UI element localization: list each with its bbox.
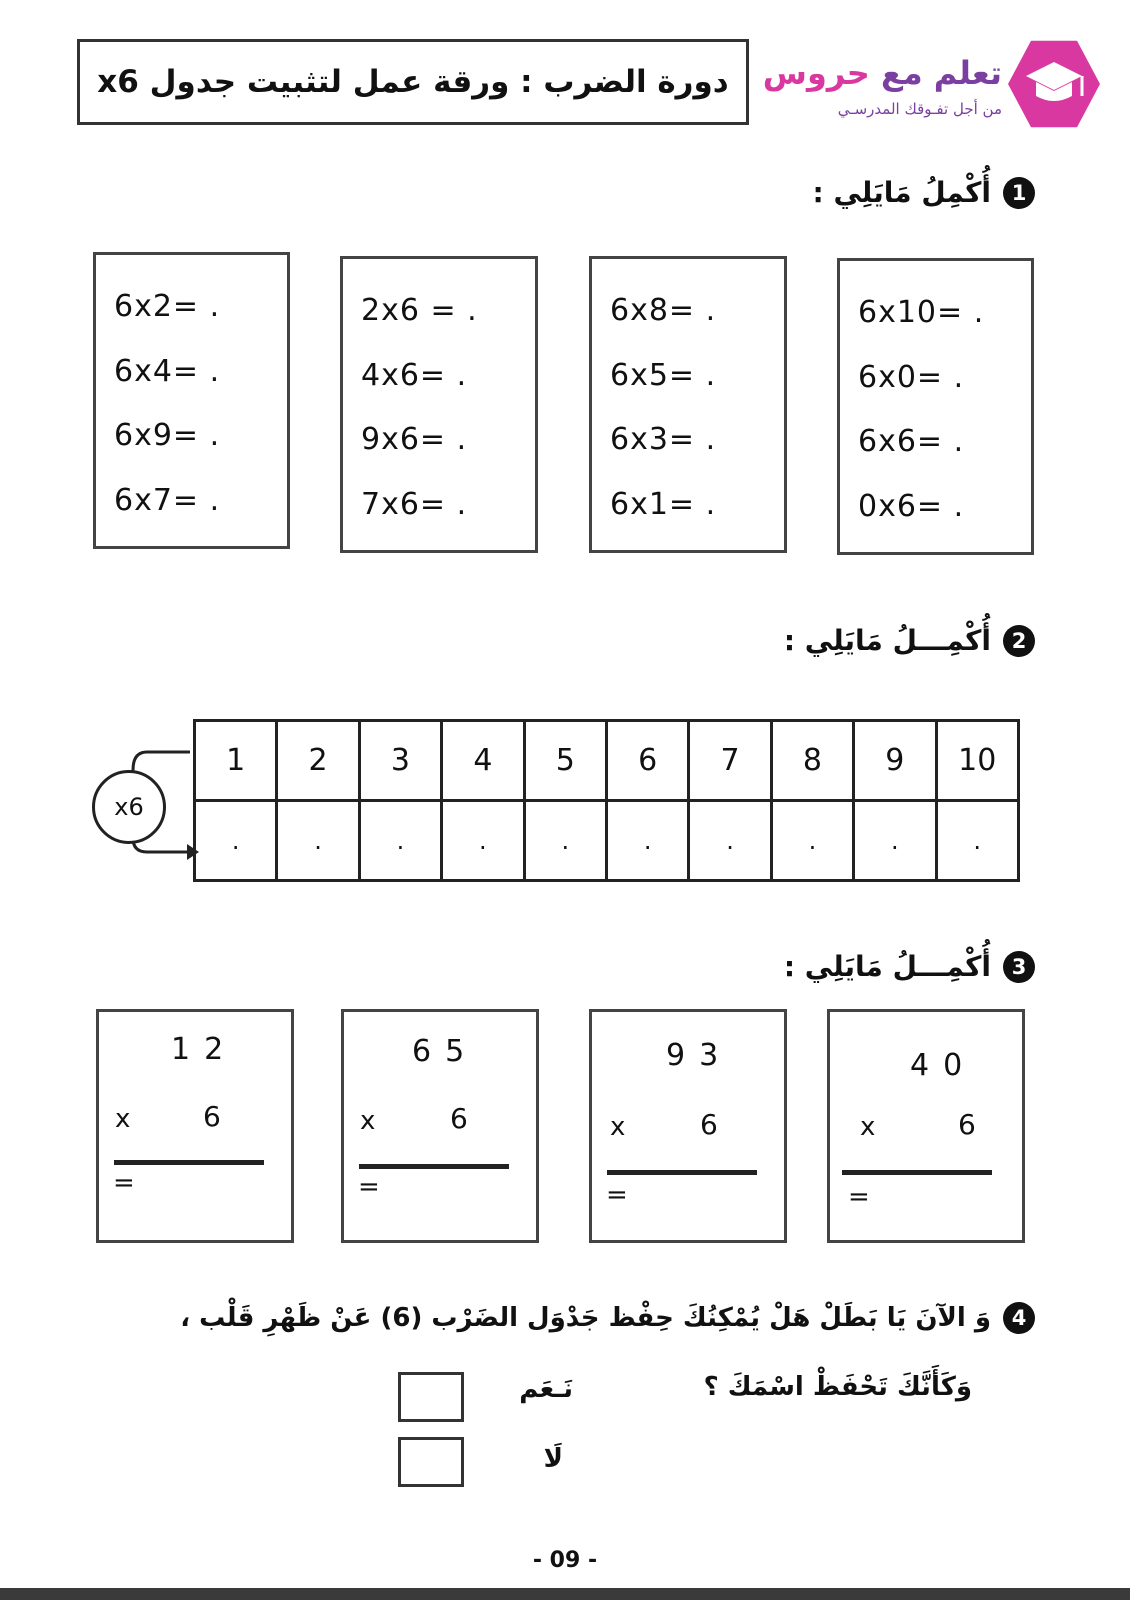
section-3-number: 3: [1003, 951, 1035, 983]
brand-name: [763, 54, 1002, 92]
multiplicand: 93: [666, 1038, 733, 1073]
equation: 6x0= .: [858, 359, 965, 395]
multiplication-problem-1: [96, 1009, 294, 1243]
equation: 9x6= .: [361, 422, 468, 457]
section-4-question: وَ الآنَ يَا بَطَلْ هَلْ يُمْكِنُكَ حِفْظ جَدْوَل الضَرْب (6) عَنْ ظَهْرِ قَلْب ،: [180, 1303, 991, 1333]
worksheet-title: دورة الضرب : ورقة عمل لتثبيت جدول x6: [97, 64, 729, 100]
equation-box-2: [340, 256, 538, 553]
grid-input-cell: 10: [936, 721, 1018, 801]
grid-answer-cell[interactable]: .: [689, 801, 771, 881]
equation: 6x1= .: [610, 486, 717, 522]
grid-input-cell: 6: [606, 721, 688, 801]
grid-input-row: [195, 721, 1019, 801]
grid-input-cell: 1: [195, 721, 277, 801]
grid-answer-cell[interactable]: .: [359, 801, 441, 881]
section-1-heading-text: أُكْمِلُ مَايَلِي :: [812, 176, 991, 209]
multiplier: 6: [450, 1102, 468, 1135]
grid-answer-cell[interactable]: .: [771, 801, 853, 881]
section-4-number: 4: [1003, 1302, 1035, 1334]
equation: 2x6 = .: [361, 293, 478, 328]
section-3-heading-text: أُكْمِـــلُ مَايَلِي :: [783, 950, 991, 983]
grid-answer-cell[interactable]: .: [524, 801, 606, 881]
grid-answer-cell[interactable]: .: [442, 801, 524, 881]
yes-label: نَـعَم: [519, 1374, 573, 1404]
grid-input-cell: 8: [771, 721, 853, 801]
bottom-bar: [0, 1588, 1130, 1600]
grid-answer-row: [195, 801, 1019, 881]
equals-sign: =: [606, 1180, 628, 1210]
grid-input-cell: 3: [359, 721, 441, 801]
section-4-prompt: وَكَأَنَّكَ تَحْفَظْ اسْمَكَ ؟: [703, 1372, 972, 1402]
no-label: لَا: [543, 1444, 563, 1474]
times-sign: x: [610, 1112, 626, 1142]
section-1-number: 1: [1003, 177, 1035, 209]
equation: 0x6= .: [858, 488, 965, 524]
section-3-heading: [784, 950, 1035, 983]
grid-input-cell: 9: [854, 721, 936, 801]
multiplication-problem-3: [589, 1009, 787, 1243]
equation-box-1: [93, 252, 290, 549]
grid-input-cell: 2: [277, 721, 359, 801]
equals-sign: =: [113, 1168, 135, 1198]
equation-box-3: [589, 256, 787, 553]
answer-line: [359, 1164, 509, 1169]
brand-name-part1: تعلم مع: [880, 54, 1002, 92]
multiplication-problem-4: [827, 1009, 1025, 1243]
graduation-cap-icon: [1008, 38, 1100, 130]
multiplicand: 12: [171, 1032, 238, 1067]
section-2-heading-text: أُكْمِـــلُ مَايَلِي :: [783, 624, 991, 657]
grid-answer-cell[interactable]: .: [606, 801, 688, 881]
answer-line: [114, 1160, 264, 1165]
section-2-number: 2: [1003, 625, 1035, 657]
multiplier: 6: [203, 1100, 221, 1133]
grid-answer-cell[interactable]: .: [277, 801, 359, 881]
section-4-heading: [180, 1302, 1035, 1334]
equals-sign: =: [358, 1172, 380, 1202]
section-2-heading: [784, 624, 1035, 657]
equation: 4x6= .: [361, 357, 468, 393]
page-number: - 09 -: [532, 1548, 598, 1573]
times-sign: x: [115, 1104, 131, 1134]
multiplier: 6: [700, 1108, 718, 1141]
grid-answer-cell[interactable]: .: [936, 801, 1018, 881]
times-sign: x: [860, 1112, 876, 1142]
section-1-heading: [813, 176, 1035, 209]
multiplicand: 65: [412, 1034, 479, 1069]
grid-answer-cell[interactable]: .: [195, 801, 277, 881]
grid-input-cell: 7: [689, 721, 771, 801]
equation: 6x10= .: [858, 295, 985, 330]
multiplicand: 40: [910, 1048, 977, 1083]
no-checkbox[interactable]: [398, 1437, 464, 1487]
answer-line: [607, 1170, 757, 1175]
equation: 6x9= .: [114, 418, 221, 453]
grid-answer-cell[interactable]: .: [854, 801, 936, 881]
equation: 7x6= .: [361, 486, 468, 522]
equation: 6x8= .: [610, 293, 717, 328]
operator-circle: x6: [92, 770, 166, 844]
equation: 6x6= .: [858, 424, 965, 459]
answer-line: [842, 1170, 992, 1175]
multiplication-grid: [193, 719, 1020, 882]
brand-logo: [762, 34, 1100, 134]
times-sign: x: [360, 1106, 376, 1136]
worksheet-title-box: [77, 39, 749, 125]
equation: 6x5= .: [610, 357, 717, 393]
yes-checkbox[interactable]: [398, 1372, 464, 1422]
equation: 6x3= .: [610, 422, 717, 457]
multiplier: 6: [958, 1108, 976, 1141]
brand-name-part2: حروس: [762, 54, 870, 92]
equals-sign: =: [848, 1182, 870, 1212]
equation: 6x2= .: [114, 289, 221, 324]
equation-box-4: [837, 258, 1034, 555]
equation: 6x7= .: [114, 482, 221, 518]
brand-tagline: من أجل تفـوقك المدرسـي: [837, 100, 1002, 118]
multiplication-problem-2: [341, 1009, 539, 1243]
grid-input-cell: 4: [442, 721, 524, 801]
grid-input-cell: 5: [524, 721, 606, 801]
equation: 6x4= .: [114, 353, 221, 389]
